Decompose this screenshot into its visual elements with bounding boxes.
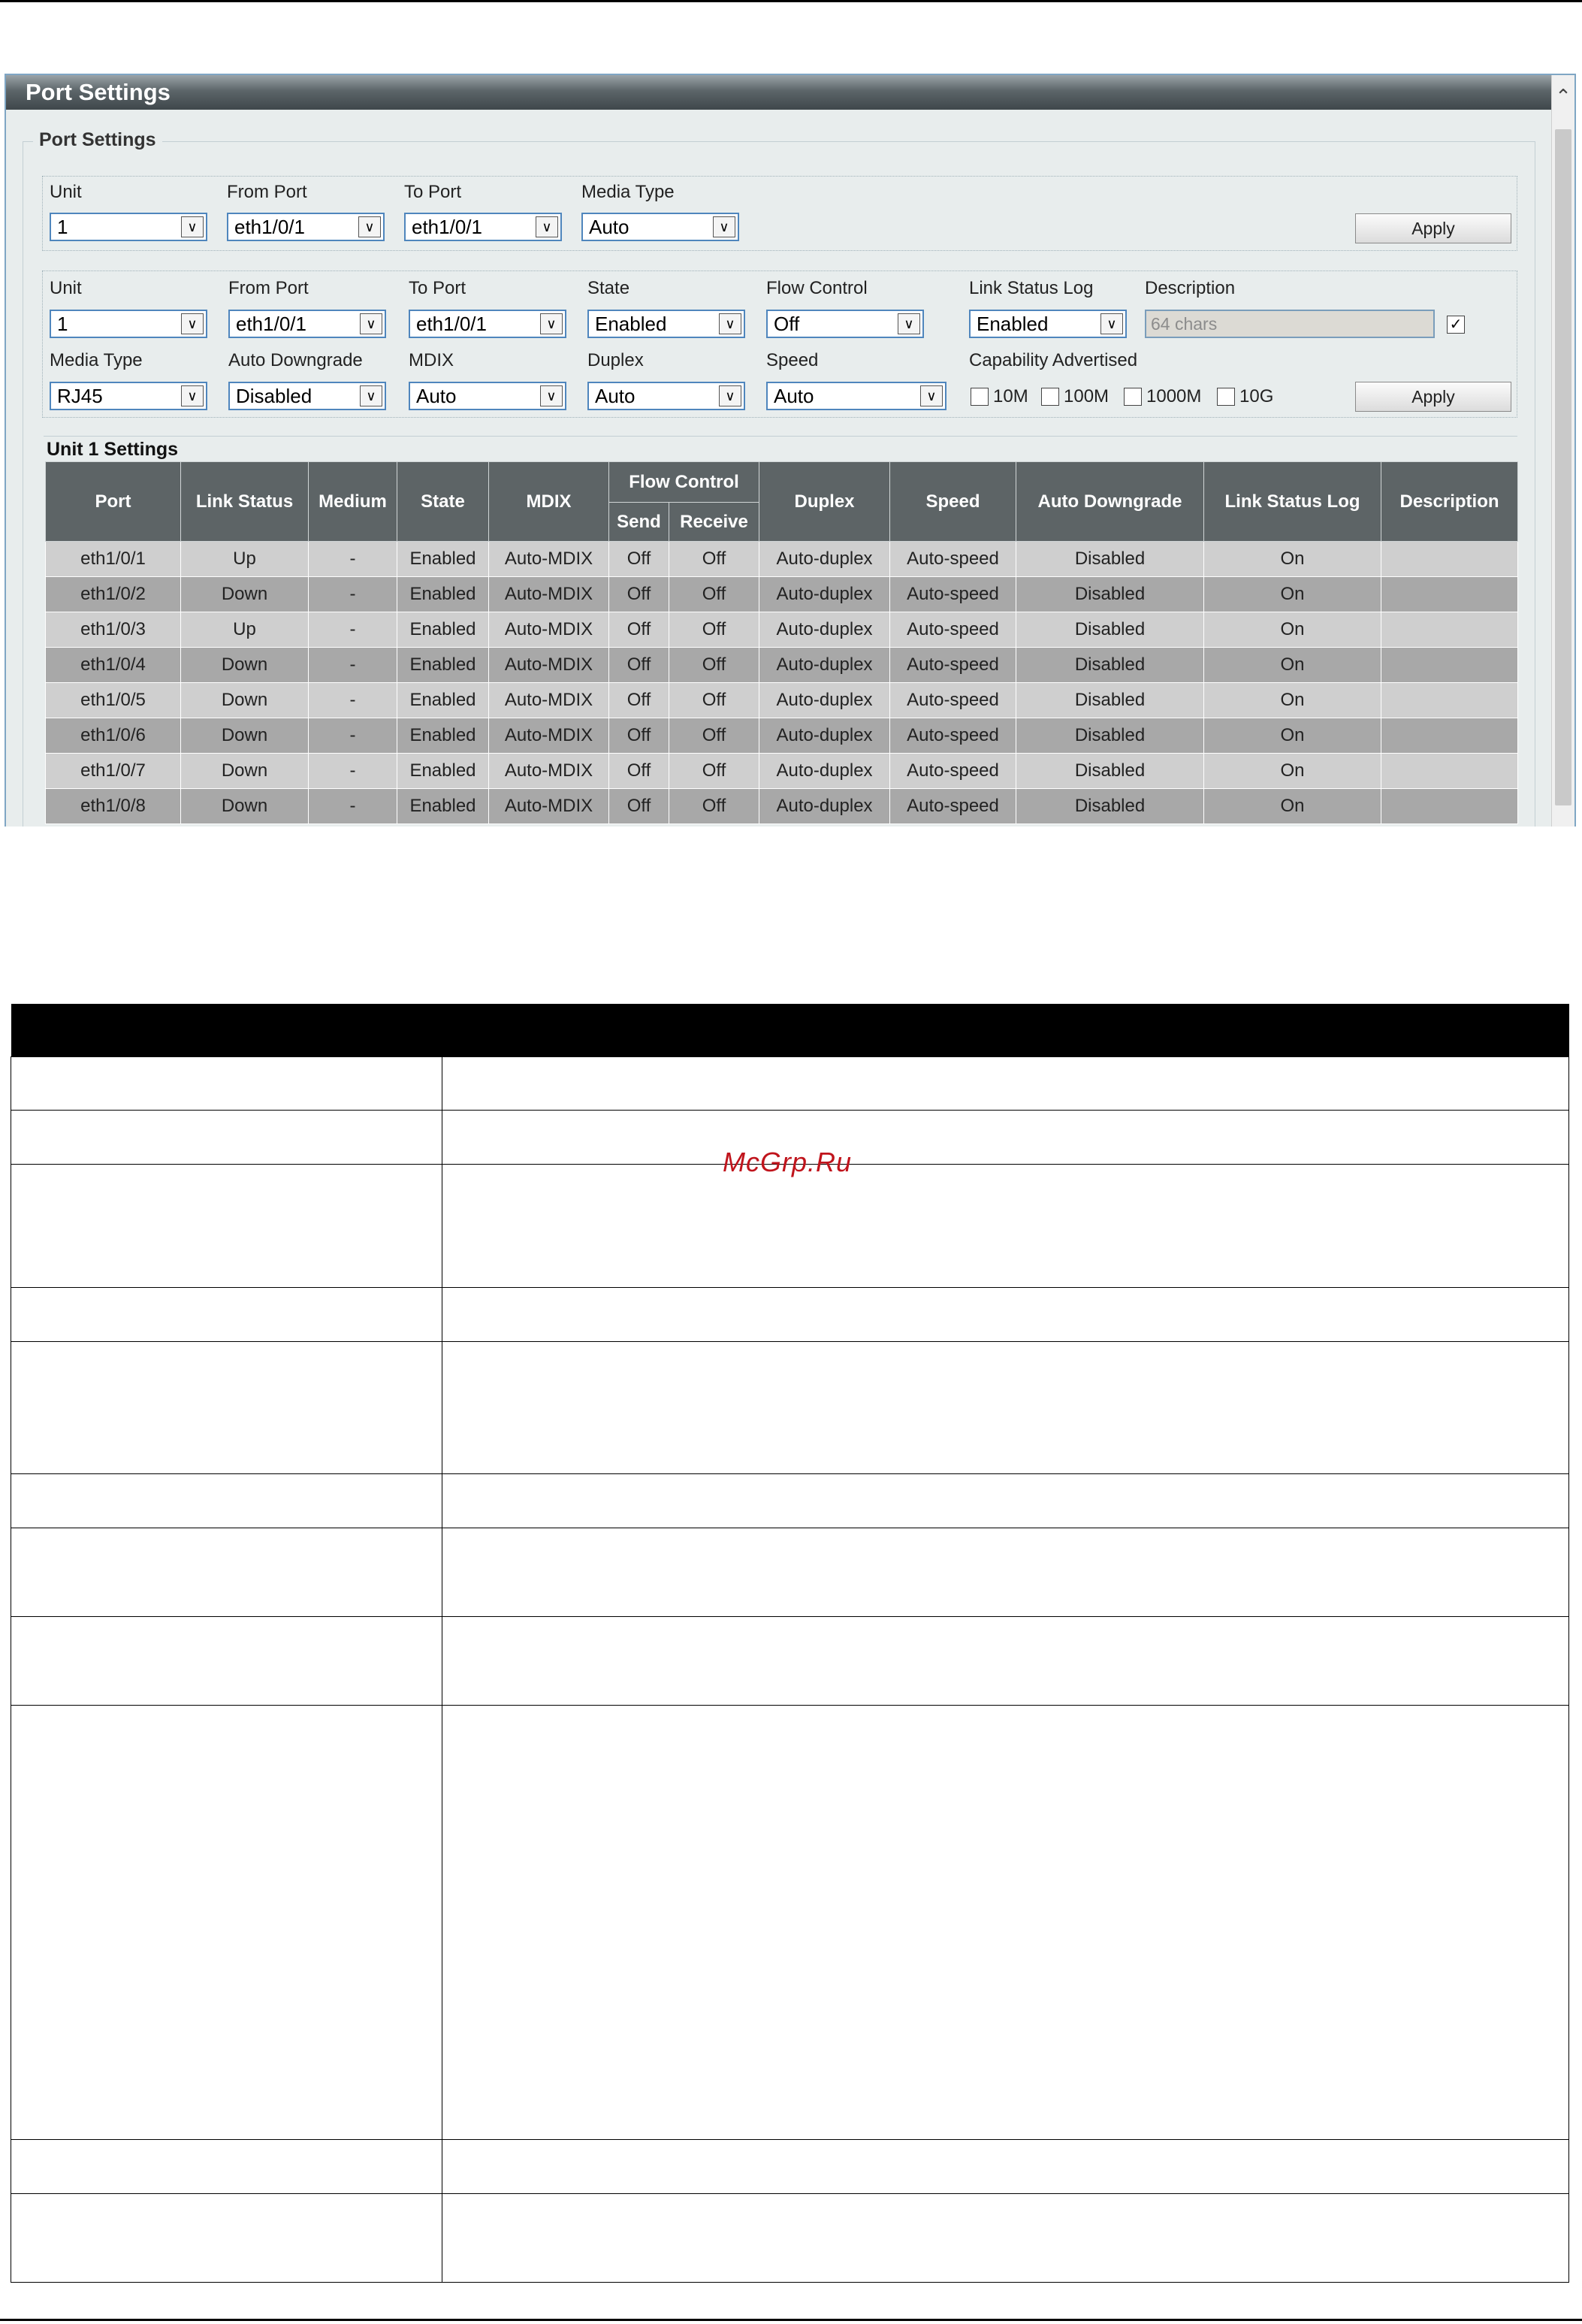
capability-advertised-label: Capability Advertised (969, 350, 1138, 370)
desc-row-cell (11, 1111, 442, 1165)
state-select-value: Enabled (595, 313, 667, 335)
desc-row-cell (11, 1706, 442, 2140)
from-port-select[interactable] (227, 213, 385, 241)
cell-auto-downgrade: Disabled (1016, 577, 1204, 612)
col-port: Port (46, 462, 181, 542)
chevron-down-icon: ∨ (719, 385, 741, 406)
table-row (46, 754, 1518, 789)
state-select[interactable] (587, 310, 745, 338)
desc-row-cell (11, 2140, 442, 2194)
desc-row-cell (442, 1474, 1569, 1528)
media-type-select[interactable] (581, 213, 739, 241)
cell-speed: Auto-speed (890, 542, 1016, 577)
chevron-down-icon: ∨ (358, 216, 381, 237)
cell-medium: - (309, 789, 397, 824)
cell-mdix: Auto-MDIX (489, 683, 609, 718)
apply-media-button[interactable]: Apply (1355, 213, 1511, 243)
cell-flow-send: Off (609, 718, 669, 754)
cell-link-status: Down (181, 683, 309, 718)
cell-port: eth1/0/5 (46, 683, 181, 718)
chevron-down-icon: ∨ (360, 313, 382, 334)
capability-100m-checkbox[interactable] (1041, 388, 1059, 406)
capability-100m-label: 100M (1064, 386, 1110, 406)
to-port-select[interactable] (409, 310, 566, 338)
cell-link-status-log: On (1204, 577, 1381, 612)
chevron-down-icon: ∨ (536, 216, 558, 237)
from-port-label: From Port (227, 182, 307, 202)
desc-row-cell (442, 1288, 1569, 1342)
chevron-down-icon: ∨ (898, 313, 920, 334)
cell-flow-send: Off (609, 542, 669, 577)
desc-row-cell (11, 1165, 442, 1288)
chevron-down-icon: ∨ (181, 216, 204, 237)
unit-select-value: 1 (57, 216, 68, 238)
top-rule (0, 0, 1582, 2)
desc-row-cell (11, 2194, 442, 2283)
desc-row-cell (442, 1342, 1569, 1474)
cell-description (1381, 648, 1518, 683)
link-status-log-select[interactable] (969, 310, 1127, 338)
desc-row-cell (11, 1617, 442, 1706)
cell-mdix: Auto-MDIX (489, 612, 609, 648)
cell-link-status-log: On (1204, 612, 1381, 648)
cell-link-status-log: On (1204, 718, 1381, 754)
cell-auto-downgrade: Disabled (1016, 789, 1204, 824)
cell-flow-send: Off (609, 683, 669, 718)
desc-header-description (442, 1004, 1569, 1057)
col-link-status: Link Status (181, 462, 309, 542)
cell-flow-send: Off (609, 754, 669, 789)
cell-port: eth1/0/6 (46, 718, 181, 754)
duplex-label: Duplex (587, 350, 644, 370)
cell-description (1381, 754, 1518, 789)
auto-downgrade-select-value: Disabled (236, 385, 312, 407)
cell-state: Enabled (397, 718, 489, 754)
cell-port: eth1/0/8 (46, 789, 181, 824)
cell-speed: Auto-speed (890, 577, 1016, 612)
cell-auto-downgrade: Disabled (1016, 754, 1204, 789)
cell-mdix: Auto-MDIX (489, 542, 609, 577)
cell-description (1381, 612, 1518, 648)
cell-auto-downgrade: Disabled (1016, 718, 1204, 754)
port-status-table (45, 461, 1518, 824)
media-type-select-value: RJ45 (57, 385, 103, 407)
table-row (46, 648, 1518, 683)
cell-port: eth1/0/1 (46, 542, 181, 577)
from-port-select-value: eth1/0/1 (234, 216, 305, 238)
cell-auto-downgrade: Disabled (1016, 648, 1204, 683)
media-type-select-value: Auto (589, 216, 629, 238)
capability-10g-checkbox[interactable] (1217, 388, 1235, 406)
cell-link-status-log: On (1204, 648, 1381, 683)
desc-row-cell (442, 2194, 1569, 2283)
desc-header-parameter (11, 1004, 442, 1057)
cell-description (1381, 577, 1518, 612)
col-description: Description (1381, 462, 1518, 542)
cell-link-status: Up (181, 612, 309, 648)
chevron-down-icon: ∨ (719, 313, 741, 334)
auto-downgrade-select[interactable] (228, 382, 386, 410)
cell-duplex: Auto-duplex (759, 718, 890, 754)
cell-auto-downgrade: Disabled (1016, 612, 1204, 648)
cell-state: Enabled (397, 577, 489, 612)
cell-duplex: Auto-duplex (759, 683, 890, 718)
desc-row-cell (11, 1474, 442, 1528)
table-row (46, 542, 1518, 577)
cell-state: Enabled (397, 683, 489, 718)
cell-medium: - (309, 648, 397, 683)
unit-label: Unit (50, 182, 82, 202)
duplex-select[interactable] (587, 382, 745, 410)
desc-row-cell (11, 1288, 442, 1342)
cell-speed: Auto-speed (890, 718, 1016, 754)
desc-row-cell (442, 1528, 1569, 1617)
col-mdix: MDIX (489, 462, 609, 542)
mdix-select[interactable] (409, 382, 566, 410)
cell-state: Enabled (397, 648, 489, 683)
cell-port: eth1/0/3 (46, 612, 181, 648)
cell-medium: - (309, 718, 397, 754)
scroll-up-icon[interactable]: ⌃ (1555, 85, 1571, 107)
capability-1000m-label: 1000M (1146, 386, 1202, 406)
cell-link-status-log: On (1204, 683, 1381, 718)
media-type-label: Media Type (50, 350, 143, 370)
chevron-down-icon: ∨ (920, 385, 943, 406)
capability-1000m-checkbox[interactable] (1124, 388, 1142, 406)
cell-flow-receive: Off (669, 612, 759, 648)
cell-mdix: Auto-MDIX (489, 718, 609, 754)
cell-link-status: Down (181, 648, 309, 683)
table-row (46, 789, 1518, 824)
cell-link-status-log: On (1204, 542, 1381, 577)
col-speed: Speed (890, 462, 1016, 542)
to-port-select[interactable] (404, 213, 562, 241)
desc-row-cell (11, 1528, 442, 1617)
cell-description (1381, 789, 1518, 824)
from-port-select[interactable] (228, 310, 386, 338)
description-label: Description (1145, 278, 1236, 298)
cell-speed: Auto-speed (890, 789, 1016, 824)
col-send: Send (609, 503, 669, 542)
cell-flow-receive: Off (669, 754, 759, 789)
col-medium: Medium (309, 462, 397, 542)
cell-flow-receive: Off (669, 718, 759, 754)
cell-port: eth1/0/7 (46, 754, 181, 789)
chevron-down-icon: ∨ (181, 313, 204, 334)
cell-medium: - (309, 542, 397, 577)
bottom-rule (0, 2319, 1582, 2321)
cell-medium: - (309, 754, 397, 789)
cell-state: Enabled (397, 789, 489, 824)
desc-row-cell (442, 1111, 1569, 1165)
to-port-label: To Port (409, 278, 466, 298)
desc-row-cell (442, 1165, 1569, 1288)
scroll-thumb[interactable] (1555, 129, 1571, 805)
cell-port: eth1/0/2 (46, 577, 181, 612)
cell-medium: - (309, 612, 397, 648)
auto-downgrade-label: Auto Downgrade (228, 350, 363, 370)
cell-auto-downgrade: Disabled (1016, 683, 1204, 718)
table-row (46, 577, 1518, 612)
vertical-scrollbar[interactable] (1551, 75, 1574, 827)
cell-flow-send: Off (609, 577, 669, 612)
capability-10m-checkbox[interactable] (971, 388, 989, 406)
cell-link-status: Down (181, 577, 309, 612)
flow-control-select[interactable] (766, 310, 924, 338)
col-receive: Receive (669, 503, 759, 542)
cell-duplex: Auto-duplex (759, 754, 890, 789)
cell-duplex: Auto-duplex (759, 789, 890, 824)
cell-flow-send: Off (609, 648, 669, 683)
col-auto-downgrade: Auto Downgrade (1016, 462, 1204, 542)
duplex-select-value: Auto (595, 385, 636, 407)
cell-state: Enabled (397, 542, 489, 577)
cell-duplex: Auto-duplex (759, 577, 890, 612)
table-row (46, 718, 1518, 754)
flow-control-select-value: Off (774, 313, 800, 335)
cell-duplex: Auto-duplex (759, 648, 890, 683)
description-input[interactable]: 64 chars (1145, 310, 1435, 338)
media-type-label: Media Type (581, 182, 675, 202)
capability-10g-label: 10G (1239, 386, 1274, 406)
flow-control-label: Flow Control (766, 278, 868, 298)
desc-row-cell (11, 1057, 442, 1111)
speed-select-value: Auto (774, 385, 814, 407)
cell-auto-downgrade: Disabled (1016, 542, 1204, 577)
cell-speed: Auto-speed (890, 754, 1016, 789)
cell-flow-receive: Off (669, 648, 759, 683)
cell-flow-send: Off (609, 612, 669, 648)
from-port-label: From Port (228, 278, 309, 298)
desc-row-cell (442, 1057, 1569, 1111)
cell-link-status-log: On (1204, 754, 1381, 789)
cell-flow-receive: Off (669, 683, 759, 718)
cell-mdix: Auto-MDIX (489, 754, 609, 789)
cell-state: Enabled (397, 754, 489, 789)
cell-port: eth1/0/4 (46, 648, 181, 683)
cell-speed: Auto-speed (890, 612, 1016, 648)
cell-medium: - (309, 577, 397, 612)
col-duplex: Duplex (759, 462, 890, 542)
desc-row-cell (442, 1617, 1569, 1706)
panel-title: Port Settings (6, 75, 1553, 110)
apply-settings-button[interactable]: Apply (1355, 382, 1511, 412)
cell-duplex: Auto-duplex (759, 542, 890, 577)
to-port-label: To Port (404, 182, 462, 202)
cell-mdix: Auto-MDIX (489, 789, 609, 824)
chevron-down-icon: ∨ (540, 385, 563, 406)
capability-10m-label: 10M (993, 386, 1028, 406)
chevron-down-icon: ∨ (540, 313, 563, 334)
cell-flow-send: Off (609, 789, 669, 824)
cell-medium: - (309, 683, 397, 718)
speed-label: Speed (766, 350, 819, 370)
col-flow-control: Flow Control (609, 462, 759, 503)
cell-flow-receive: Off (669, 542, 759, 577)
link-status-log-label: Link Status Log (969, 278, 1094, 298)
chevron-down-icon: ∨ (1100, 313, 1123, 334)
cell-flow-receive: Off (669, 577, 759, 612)
unit-select[interactable] (50, 310, 207, 338)
desc-row-cell (11, 1342, 442, 1474)
chevron-down-icon: ∨ (181, 385, 204, 406)
cell-link-status: Down (181, 789, 309, 824)
description-checkbox[interactable]: ✓ (1447, 316, 1465, 334)
table-row (46, 683, 1518, 718)
cell-duplex: Auto-duplex (759, 612, 890, 648)
unit-label: Unit (50, 278, 82, 298)
chevron-down-icon: ∨ (713, 216, 735, 237)
cell-link-status: Down (181, 754, 309, 789)
table-row (46, 612, 1518, 648)
cell-flow-receive: Off (669, 789, 759, 824)
unit-select[interactable] (50, 213, 207, 241)
cell-description (1381, 718, 1518, 754)
cell-description (1381, 542, 1518, 577)
state-label: State (587, 278, 630, 298)
cell-link-status-log: On (1204, 789, 1381, 824)
desc-row-cell (442, 1706, 1569, 2140)
mdix-select-value: Auto (416, 385, 457, 407)
parameter-description-table (11, 1004, 1569, 2283)
cell-mdix: Auto-MDIX (489, 577, 609, 612)
col-state: State (397, 462, 489, 542)
desc-row-cell (442, 2140, 1569, 2194)
watermark: McGrp.Ru (723, 1147, 853, 1177)
cell-mdix: Auto-MDIX (489, 648, 609, 683)
fieldset-legend: Port Settings (33, 129, 162, 151)
from-port-select-value: eth1/0/1 (236, 313, 306, 335)
cell-speed: Auto-speed (890, 683, 1016, 718)
media-type-select[interactable] (50, 382, 207, 410)
unit-select-value: 1 (57, 313, 68, 335)
speed-select[interactable] (766, 382, 946, 410)
unit-settings-divider (44, 436, 1517, 437)
cell-link-status: Up (181, 542, 309, 577)
to-port-select-value: eth1/0/1 (412, 216, 482, 238)
col-link-status-log: Link Status Log (1204, 462, 1381, 542)
chevron-down-icon: ∨ (360, 385, 382, 406)
cell-link-status: Down (181, 718, 309, 754)
cell-description (1381, 683, 1518, 718)
cell-state: Enabled (397, 612, 489, 648)
unit-settings-title: Unit 1 Settings (47, 439, 179, 460)
port-settings-panel (5, 74, 1576, 827)
link-status-log-select-value: Enabled (977, 313, 1049, 335)
cell-speed: Auto-speed (890, 648, 1016, 683)
to-port-select-value: eth1/0/1 (416, 313, 487, 335)
mdix-label: MDIX (409, 350, 454, 370)
